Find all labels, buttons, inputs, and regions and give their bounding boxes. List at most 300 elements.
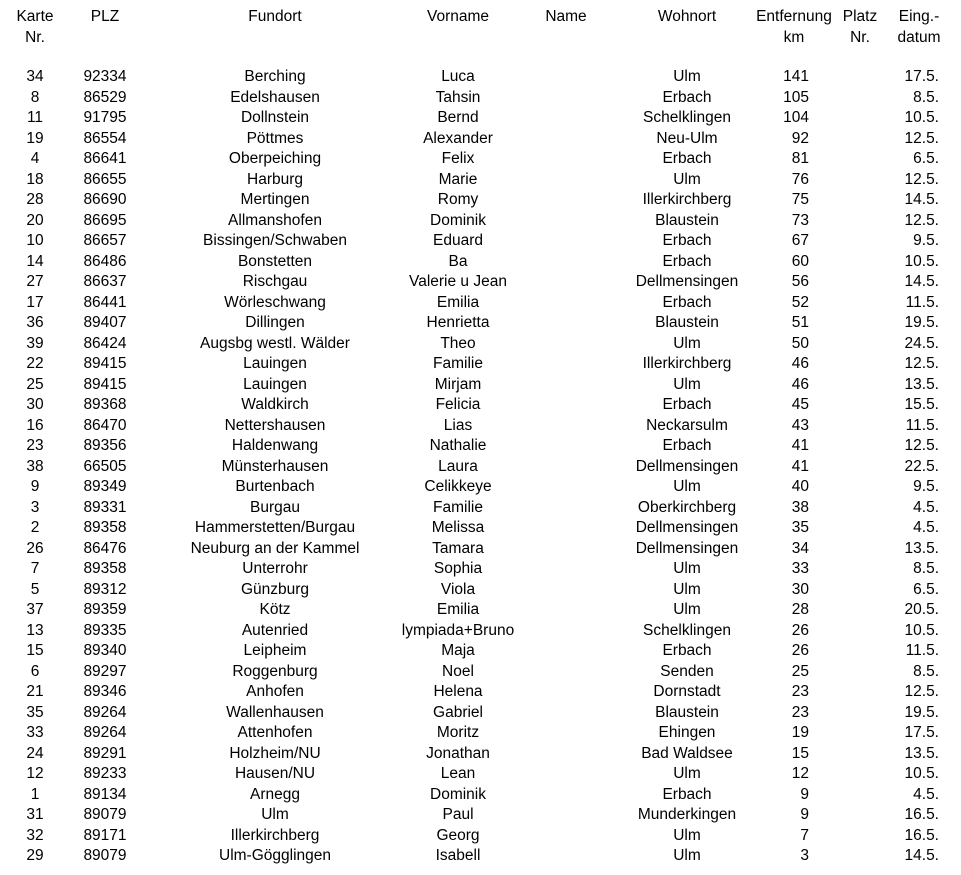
cell-wohnort: Dornstadt <box>653 683 721 700</box>
cell-vorname: Helena <box>433 683 483 700</box>
cell-vorname: lympiada+Bruno <box>401 621 515 639</box>
table-row <box>0 436 961 457</box>
table-row <box>0 252 961 273</box>
cell-fundort: Bissingen/Schwaben <box>203 232 347 249</box>
cell-eingangsdatum: 14.5. <box>904 847 939 864</box>
cell-vorname: Dominik <box>430 785 486 803</box>
cell-wohnort: Ehingen <box>658 724 716 741</box>
cell-karte-nr: 29 <box>26 847 44 864</box>
cell-karte-nr: 35 <box>26 703 44 721</box>
table-row <box>0 170 961 191</box>
header-name <box>536 6 596 27</box>
cell-fundort: Dillingen <box>245 314 305 331</box>
table-row <box>0 682 961 703</box>
table-body <box>0 67 961 867</box>
table-row <box>0 498 961 519</box>
cell-karte-nr: 33 <box>26 724 44 741</box>
cell-karte-nr: 25 <box>26 375 44 393</box>
cell-fundort: Ulm <box>261 806 289 823</box>
table-row <box>0 149 961 170</box>
cell-eingangsdatum: 17.5. <box>904 724 939 741</box>
cell-entfernung: 15 <box>791 744 809 762</box>
table-row <box>0 190 961 211</box>
header-platz-line1: Platz <box>842 8 878 25</box>
cell-eingangsdatum: 8.5. <box>913 662 939 680</box>
table-row <box>0 641 961 662</box>
cell-fundort: Lauingen <box>243 355 307 372</box>
table-row <box>0 580 961 601</box>
cell-entfernung: 92 <box>791 129 809 147</box>
cell-karte-nr: 13 <box>26 621 44 639</box>
cell-eingangsdatum: 12.5. <box>904 129 939 147</box>
cell-fundort: Rischgau <box>242 273 308 290</box>
cell-fundort: Lauingen <box>243 375 307 393</box>
cell-plz: 86441 <box>83 293 127 311</box>
cell-karte-nr: 9 <box>30 478 40 495</box>
table-row <box>0 231 961 252</box>
cell-vorname: Georg <box>436 826 480 844</box>
cell-vorname: Romy <box>437 191 479 208</box>
cell-entfernung: 56 <box>791 273 809 290</box>
cell-plz: 86424 <box>83 334 127 352</box>
cell-entfernung: 35 <box>791 519 809 536</box>
cell-fundort: Dollnstein <box>240 109 310 126</box>
cell-karte-nr: 14 <box>26 252 44 270</box>
table-row <box>0 805 961 826</box>
cell-vorname: Melissa <box>431 519 485 536</box>
table-row <box>0 826 961 847</box>
cell-vorname: Alexander <box>423 129 493 147</box>
cell-entfernung: 38 <box>791 498 809 516</box>
cell-eingangsdatum: 8.5. <box>913 560 939 577</box>
cell-entfernung: 104 <box>783 109 809 126</box>
cell-plz: 89359 <box>83 601 127 618</box>
cell-karte-nr: 17 <box>26 293 44 311</box>
cell-vorname: Isabell <box>435 847 481 864</box>
cell-entfernung: 26 <box>791 642 809 659</box>
cell-wohnort: Erbach <box>662 785 712 803</box>
header-platz-nr <box>835 6 885 48</box>
cell-vorname: Viola <box>440 580 476 598</box>
cell-plz: 89358 <box>83 560 127 577</box>
cell-entfernung: 141 <box>783 68 809 85</box>
table-row <box>0 129 961 150</box>
cell-wohnort: Blaustein <box>655 703 719 721</box>
header-plz-line1: PLZ <box>90 8 120 25</box>
cell-entfernung: 28 <box>791 601 809 618</box>
cell-plz: 89415 <box>83 355 127 372</box>
cell-entfernung: 43 <box>791 416 809 434</box>
cell-fundort: Wörleschwang <box>224 293 326 311</box>
cell-wohnort: Ulm <box>673 847 701 864</box>
cell-wohnort: Illerkirchberg <box>642 355 732 372</box>
cell-eingangsdatum: 12.5. <box>904 683 939 700</box>
table-row <box>0 457 961 478</box>
cell-karte-nr: 36 <box>26 314 44 331</box>
cell-karte-nr: 23 <box>26 437 44 454</box>
cell-vorname: Eduard <box>433 232 483 249</box>
cell-vorname: Theo <box>440 334 476 352</box>
cell-vorname: Familie <box>433 355 483 372</box>
cell-wohnort: Ulm <box>673 580 701 598</box>
cell-wohnort: Blaustein <box>655 211 719 229</box>
header-wohnort-line1: Wohnort <box>657 8 717 25</box>
cell-plz: 86657 <box>83 232 127 249</box>
header-vorname <box>383 6 533 27</box>
cell-karte-nr: 38 <box>26 457 44 475</box>
cell-wohnort: Neckarsulm <box>646 416 728 434</box>
table-row <box>0 395 961 416</box>
cell-entfernung: 67 <box>791 232 809 249</box>
cell-wohnort: Ulm <box>673 765 701 782</box>
header-vorname-line1: Vorname <box>426 8 490 25</box>
cell-entfernung: 45 <box>791 396 809 413</box>
header-plz <box>70 6 140 27</box>
cell-plz: 86690 <box>83 191 127 208</box>
cell-fundort: Nettershausen <box>224 416 326 434</box>
cell-vorname: Dominik <box>430 211 486 229</box>
cell-entfernung: 73 <box>791 211 809 229</box>
table-row <box>0 600 961 621</box>
cell-vorname: Gabriel <box>433 703 483 721</box>
cell-vorname: Bernd <box>437 109 479 126</box>
cell-karte-nr: 39 <box>26 334 44 352</box>
cell-entfernung: 75 <box>791 191 809 208</box>
table-row <box>0 334 961 355</box>
header-platz-line2: Nr. <box>850 29 870 46</box>
cell-wohnort: Ulm <box>673 601 701 618</box>
cell-wohnort: Oberkirchberg <box>637 498 737 516</box>
header-datum-line2: datum <box>897 29 941 46</box>
cell-wohnort: Schelklingen <box>643 621 731 639</box>
cell-fundort: Edelshausen <box>230 88 320 106</box>
cell-vorname: Noel <box>442 662 474 680</box>
cell-fundort: Autenried <box>241 621 309 639</box>
table-row <box>0 539 961 560</box>
cell-eingangsdatum: 19.5. <box>904 314 939 331</box>
cell-fundort: Augsbg westl. Wälder <box>200 334 350 352</box>
cell-karte-nr: 24 <box>26 744 44 762</box>
cell-eingangsdatum: 6.5. <box>913 150 939 167</box>
cell-eingangsdatum: 10.5. <box>904 109 939 126</box>
cell-eingangsdatum: 11.5. <box>905 416 939 434</box>
cell-entfernung: 3 <box>800 847 809 864</box>
cell-plz: 86476 <box>83 539 127 557</box>
table-row <box>0 477 961 498</box>
cell-vorname: Luca <box>441 68 475 85</box>
cell-fundort: Holzheim/NU <box>229 744 321 762</box>
cell-karte-nr: 19 <box>26 129 44 147</box>
cell-entfernung: 40 <box>791 478 809 495</box>
cell-eingangsdatum: 9.5. <box>913 232 939 249</box>
cell-fundort: Günzburg <box>240 580 310 598</box>
cell-plz: 89264 <box>83 703 127 721</box>
cell-wohnort: Blaustein <box>655 314 719 331</box>
cell-fundort: Allmanshofen <box>228 211 322 229</box>
cell-fundort: Hammerstetten/Burgau <box>194 519 356 536</box>
cell-plz: 89079 <box>83 806 127 823</box>
header-name-line1: Name <box>545 8 587 25</box>
cell-karte-nr: 20 <box>26 211 44 229</box>
cell-vorname: Mirjam <box>434 375 482 393</box>
cell-plz: 91795 <box>83 109 127 126</box>
table-row <box>0 211 961 232</box>
cell-eingangsdatum: 4.5. <box>913 498 939 516</box>
cell-wohnort: Ulm <box>673 478 701 495</box>
cell-plz: 89340 <box>83 642 127 659</box>
cell-entfernung: 9 <box>800 806 809 823</box>
cell-eingangsdatum: 12.5. <box>904 437 939 454</box>
cell-karte-nr: 30 <box>26 396 44 413</box>
cell-wohnort: Erbach <box>662 150 712 167</box>
cell-eingangsdatum: 22.5. <box>904 457 939 475</box>
cell-fundort: Münsterhausen <box>221 457 329 475</box>
cell-fundort: Mertingen <box>240 191 310 208</box>
cell-plz: 89079 <box>83 847 127 864</box>
cell-vorname: Emilia <box>436 601 480 618</box>
cell-plz: 66505 <box>83 457 127 475</box>
cell-wohnort: Erbach <box>662 232 712 249</box>
cell-plz: 89346 <box>83 683 127 700</box>
cell-wohnort: Erbach <box>662 396 712 413</box>
cell-wohnort: Erbach <box>662 437 712 454</box>
cell-wohnort: Senden <box>660 662 714 680</box>
cell-eingangsdatum: 19.5. <box>904 703 939 721</box>
header-karte-line2: Nr. <box>25 29 45 46</box>
cell-eingangsdatum: 14.5. <box>904 273 939 290</box>
cell-fundort: Wallenhausen <box>226 703 324 721</box>
cell-entfernung: 12 <box>791 765 809 782</box>
cell-vorname: Lias <box>443 416 473 434</box>
table-row <box>0 621 961 642</box>
cell-karte-nr: 2 <box>30 519 40 536</box>
cell-plz: 89407 <box>83 314 127 331</box>
cell-karte-nr: 22 <box>26 355 44 372</box>
cell-plz: 89291 <box>83 744 127 762</box>
cell-entfernung: 76 <box>791 170 809 188</box>
cell-karte-nr: 11 <box>26 109 44 126</box>
cell-wohnort: Illerkirchberg <box>642 191 732 208</box>
cell-fundort: Unterrohr <box>242 560 308 577</box>
cell-eingangsdatum: 20.5. <box>904 601 939 618</box>
cell-vorname: Tamara <box>432 539 484 557</box>
cell-eingangsdatum: 13.5. <box>904 375 939 393</box>
cell-wohnort: Dellmensingen <box>635 539 739 557</box>
header-wohnort <box>607 6 767 27</box>
cell-fundort: Illerkirchberg <box>230 826 320 844</box>
cell-eingangsdatum: 14.5. <box>904 191 939 208</box>
cell-vorname: Nathalie <box>429 437 487 454</box>
header-fundort-line1: Fundort <box>248 8 302 25</box>
cell-plz: 89415 <box>83 375 127 393</box>
cell-entfernung: 19 <box>791 724 809 741</box>
cell-entfernung: 30 <box>791 580 809 598</box>
cell-eingangsdatum: 9.5. <box>913 478 939 495</box>
cell-wohnort: Erbach <box>662 88 712 106</box>
table-row <box>0 375 961 396</box>
header-entfernung-line1: Entfernung <box>756 8 832 25</box>
cell-wohnort: Schelklingen <box>643 109 731 126</box>
table-row <box>0 67 961 88</box>
cell-vorname: Paul <box>442 806 474 823</box>
table-row <box>0 744 961 765</box>
cell-plz: 86655 <box>83 170 127 188</box>
cell-vorname: Valerie u Jean <box>409 273 507 290</box>
cell-wohnort: Ulm <box>673 334 701 352</box>
cell-fundort: Attenhofen <box>237 724 313 741</box>
cell-plz: 86637 <box>83 273 127 290</box>
cell-eingangsdatum: 16.5. <box>904 826 939 844</box>
cell-plz: 89171 <box>83 826 127 844</box>
cell-karte-nr: 15 <box>26 642 44 659</box>
table-row <box>0 416 961 437</box>
header-entfernung <box>753 6 835 48</box>
cell-fundort: Pöttmes <box>246 129 304 147</box>
cell-vorname: Familie <box>433 498 483 516</box>
cell-fundort: Anhofen <box>246 683 304 700</box>
cell-fundort: Berching <box>244 68 306 85</box>
cell-fundort: Neuburg an der Kammel <box>190 539 360 557</box>
cell-wohnort: Ulm <box>673 170 701 188</box>
cell-wohnort: Munderkingen <box>637 806 737 823</box>
cell-vorname: Tahsin <box>435 88 481 106</box>
cell-fundort: Arnegg <box>250 785 300 803</box>
cell-vorname: Emilia <box>436 293 480 311</box>
cell-karte-nr: 12 <box>26 765 44 782</box>
cell-karte-nr: 18 <box>26 170 44 188</box>
cell-entfernung: 41 <box>791 437 809 454</box>
cell-fundort: Waldkirch <box>241 396 309 413</box>
table-row <box>0 559 961 580</box>
cell-entfernung: 25 <box>791 662 809 680</box>
table-row <box>0 518 961 539</box>
cell-fundort: Roggenburg <box>232 662 318 680</box>
cell-fundort: Kötz <box>259 601 291 618</box>
cell-entfernung: 51 <box>791 314 809 331</box>
cell-karte-nr: 32 <box>26 826 44 844</box>
cell-plz: 86470 <box>83 416 127 434</box>
cell-vorname: Sophia <box>433 560 483 577</box>
cell-eingangsdatum: 10.5. <box>904 621 939 639</box>
table-row <box>0 88 961 109</box>
cell-karte-nr: 1 <box>30 785 40 803</box>
cell-eingangsdatum: 11.5. <box>905 293 939 311</box>
cell-plz: 89233 <box>83 765 127 782</box>
cell-vorname: Celikkeye <box>424 478 492 495</box>
cell-wohnort: Dellmensingen <box>635 457 739 475</box>
cell-wohnort: Bad Waldsee <box>641 744 733 762</box>
cell-karte-nr: 6 <box>30 662 40 680</box>
cell-eingangsdatum: 8.5. <box>913 88 939 106</box>
cell-vorname: Maja <box>441 642 475 659</box>
cell-karte-nr: 37 <box>26 601 44 618</box>
cell-vorname: Henrietta <box>426 314 490 331</box>
cell-eingangsdatum: 10.5. <box>904 765 939 782</box>
cell-vorname: Felicia <box>435 396 481 413</box>
header-datum-line1: Eing.- <box>898 8 940 25</box>
cell-karte-nr: 16 <box>26 416 44 434</box>
header-karte-line1: Karte <box>16 8 54 25</box>
cell-karte-nr: 4 <box>30 150 40 167</box>
header-fundort <box>170 6 380 27</box>
table-row <box>0 723 961 744</box>
cell-plz: 86486 <box>83 252 127 270</box>
cell-eingangsdatum: 6.5. <box>913 580 939 598</box>
cell-entfernung: 50 <box>791 334 809 352</box>
cell-vorname: Marie <box>438 170 478 188</box>
cell-entfernung: 26 <box>791 621 809 639</box>
cell-entfernung: 60 <box>791 252 809 270</box>
cell-karte-nr: 21 <box>26 683 44 700</box>
cell-eingangsdatum: 12.5. <box>904 170 939 188</box>
cell-fundort: Haldenwang <box>231 437 319 454</box>
cell-entfernung: 7 <box>800 826 809 844</box>
cell-karte-nr: 10 <box>26 232 44 249</box>
cell-eingangsdatum: 13.5. <box>904 539 939 557</box>
cell-fundort: Harburg <box>247 170 303 188</box>
cell-fundort: Ulm-Gögglingen <box>219 847 331 864</box>
cell-eingangsdatum: 24.5. <box>904 334 939 352</box>
cell-plz: 86641 <box>83 150 127 167</box>
cell-plz: 89297 <box>83 662 127 680</box>
table-row <box>0 846 961 867</box>
cell-plz: 92334 <box>83 68 127 85</box>
cell-plz: 89312 <box>83 580 127 598</box>
cell-wohnort: Dellmensingen <box>635 519 739 536</box>
cell-fundort: Oberpeiching <box>228 150 322 167</box>
header-karte-nr <box>5 6 65 48</box>
cell-fundort: Burgau <box>250 498 300 516</box>
cell-entfernung: 9 <box>800 785 809 803</box>
cell-vorname: Laura <box>438 457 478 475</box>
cell-fundort: Hausen/NU <box>234 765 316 782</box>
cell-eingangsdatum: 12.5. <box>904 211 939 229</box>
cell-plz: 89264 <box>83 724 127 741</box>
cell-fundort: Burtenbach <box>235 478 315 495</box>
cell-entfernung: 81 <box>791 150 809 167</box>
cell-vorname: Ba <box>448 252 468 270</box>
cell-plz: 89349 <box>83 478 127 495</box>
cell-eingangsdatum: 15.5. <box>904 396 939 413</box>
cell-wohnort: Erbach <box>662 293 712 311</box>
cell-plz: 89331 <box>83 498 127 516</box>
cell-wohnort: Erbach <box>662 642 712 659</box>
header-eingangsdatum <box>885 6 953 48</box>
table-row <box>0 354 961 375</box>
cell-fundort: Bonstetten <box>237 252 313 270</box>
cell-vorname: Moritz <box>436 724 480 741</box>
cell-entfernung: 23 <box>791 683 809 700</box>
cell-entfernung: 34 <box>791 539 809 557</box>
table-row <box>0 662 961 683</box>
cell-wohnort: Dellmensingen <box>635 273 739 290</box>
cell-plz: 89134 <box>83 785 127 803</box>
table-row <box>0 272 961 293</box>
cell-plz: 89358 <box>83 519 127 536</box>
cell-karte-nr: 26 <box>26 539 44 557</box>
cell-plz: 89356 <box>83 437 127 454</box>
cell-entfernung: 33 <box>791 560 809 577</box>
table-row <box>0 293 961 314</box>
cell-karte-nr: 5 <box>30 580 40 598</box>
cell-entfernung: 23 <box>791 703 809 721</box>
cell-plz: 89368 <box>83 396 127 413</box>
cell-eingangsdatum: 4.5. <box>913 519 939 536</box>
header-entfernung-line2: km <box>783 29 805 46</box>
cell-wohnort: Ulm <box>673 560 701 577</box>
cell-wohnort: Ulm <box>673 68 701 85</box>
cell-wohnort: Ulm <box>673 826 701 844</box>
